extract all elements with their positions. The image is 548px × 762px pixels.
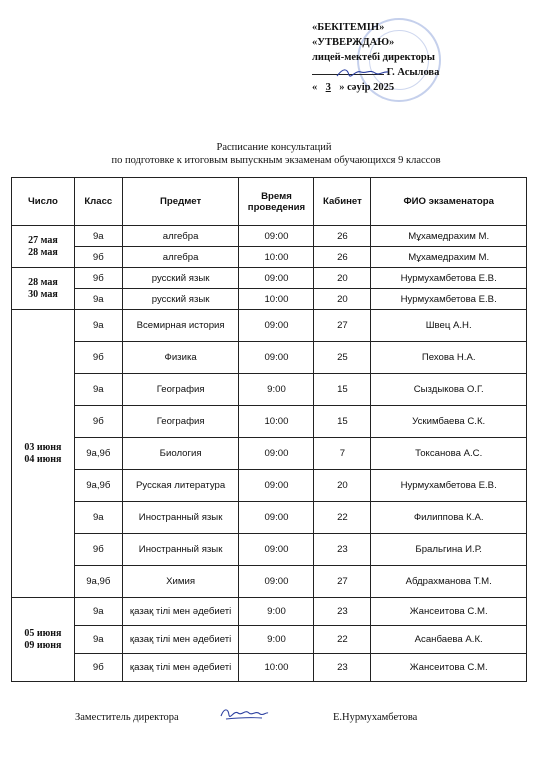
cell-room: 26 (314, 247, 371, 268)
header-room: Кабинет (314, 178, 371, 226)
cell-examiner: Сыздыкова О.Г. (371, 374, 527, 406)
cell-time: 10:00 (239, 289, 314, 310)
header-subject: Предмет (122, 178, 239, 226)
cell-subject: қазақ тілі мен әдебиеті (122, 654, 239, 682)
table-row (12, 342, 527, 374)
cell-examiner: Мұхамедрахим М. (371, 247, 527, 268)
cell-subject: қазақ тілі мен әдебиеті (122, 626, 239, 654)
title-line-1: Расписание консультаций (216, 142, 332, 153)
cell-subject: алгебра (122, 247, 239, 268)
date-label: 28 мая (28, 246, 58, 258)
consultation-schedule-table (11, 177, 527, 682)
cell-subject: География (122, 406, 239, 438)
director-name: Г. Асылова (386, 67, 440, 78)
cell-examiner: Жансеитова С.М. (371, 654, 527, 682)
cell-subject: русский язык (122, 268, 239, 289)
date-label: 03 июня (24, 441, 62, 453)
cell-time: 09:00 (239, 342, 314, 374)
cell-subject: Физика (122, 342, 239, 374)
cell-time: 09:00 (239, 268, 314, 289)
table-row (12, 534, 527, 566)
cell-time: 09:00 (239, 310, 314, 342)
table-row (12, 268, 527, 289)
date-label: 27 мая (28, 234, 58, 246)
cell-subject: русский язык (122, 289, 239, 310)
date-label: 28 мая (28, 276, 58, 288)
date-label: 09 июня (24, 639, 62, 651)
director-signature (335, 66, 390, 80)
cell-room: 23 (314, 654, 371, 682)
date-label: 05 июня (24, 627, 62, 639)
table-row (12, 289, 527, 310)
cell-room: 7 (314, 438, 371, 470)
cell-subject: Биология (122, 438, 239, 470)
cell-class: 9а (74, 289, 122, 310)
cell-class: 9а,9б (74, 470, 122, 502)
cell-examiner: Токсанова А.С. (371, 438, 527, 470)
approval-date-day: 3 (325, 82, 331, 93)
cell-examiner: Абдрахманова Т.М. (371, 566, 527, 598)
cell-subject: География (122, 374, 239, 406)
cell-class: 9б (74, 654, 122, 682)
cell-room: 20 (314, 289, 371, 310)
cell-examiner: Филиппова К.А. (371, 502, 527, 534)
cell-class: 9а,9б (74, 438, 122, 470)
title-line-2: по подготовке к итоговым выпускным экзаменам обучающихся 9 классов (111, 155, 441, 166)
cell-class: 9б (74, 406, 122, 438)
table-row (12, 310, 527, 342)
table-header-row (12, 178, 527, 226)
table-row (12, 502, 527, 534)
cell-room: 27 (314, 310, 371, 342)
cell-room: 15 (314, 406, 371, 438)
cell-class: 9б (74, 268, 122, 289)
cell-time: 9:00 (239, 626, 314, 654)
cell-room: 22 (314, 502, 371, 534)
deputy-signature (218, 704, 270, 724)
approval-block (312, 20, 532, 95)
cell-time: 9:00 (239, 598, 314, 626)
cell-class: 9а (74, 626, 122, 654)
cell-time: 09:00 (239, 502, 314, 534)
cell-time: 9:00 (239, 374, 314, 406)
cell-time: 10:00 (239, 247, 314, 268)
cell-examiner: Нурмухамбетова Е.В. (371, 289, 527, 310)
table-row (12, 654, 527, 682)
date-label: 04 июня (24, 453, 62, 465)
cell-room: 22 (314, 626, 371, 654)
cell-class: 9б (74, 342, 122, 374)
cell-examiner: Пехова Н.А. (371, 342, 527, 374)
table-row (12, 226, 527, 247)
cell-subject: Иностранный язык (122, 534, 239, 566)
header-examiner: ФИО экзаменатора (371, 178, 527, 226)
cell-class: 9а (74, 598, 122, 626)
cell-time: 09:00 (239, 438, 314, 470)
cell-time: 09:00 (239, 534, 314, 566)
header-time: Время проведения (239, 178, 314, 226)
cell-class: 9а (74, 374, 122, 406)
cell-time: 09:00 (239, 226, 314, 247)
table-row (12, 598, 527, 626)
cell-class: 9а (74, 502, 122, 534)
cell-examiner: Ускимбаева С.К. (371, 406, 527, 438)
table-row (12, 374, 527, 406)
document-title (0, 141, 548, 167)
table-row (12, 438, 527, 470)
cell-dates (12, 268, 75, 310)
cell-room: 27 (314, 566, 371, 598)
cell-examiner: Мұхамедрахим М. (371, 226, 527, 247)
cell-subject: алгебра (122, 226, 239, 247)
cell-room: 25 (314, 342, 371, 374)
table-row (12, 247, 527, 268)
cell-examiner: Нурмухамбетова Е.В. (371, 268, 527, 289)
table-row (12, 406, 527, 438)
cell-examiner: Нурмухамбетова Е.В. (371, 470, 527, 502)
cell-dates (12, 226, 75, 268)
cell-room: 20 (314, 268, 371, 289)
header-class: Класс (74, 178, 122, 226)
cell-room: 23 (314, 598, 371, 626)
cell-examiner: Швец А.Н. (371, 310, 527, 342)
cell-time: 09:00 (239, 566, 314, 598)
table-row (12, 566, 527, 598)
cell-class: 9а (74, 310, 122, 342)
cell-room: 20 (314, 470, 371, 502)
cell-examiner: Асанбаева А.К. (371, 626, 527, 654)
approval-line-2: «УТВЕРЖДАЮ» (312, 37, 395, 48)
cell-subject: Иностранный язык (122, 502, 239, 534)
approval-line-3: лицей-мектебі директоры (312, 52, 435, 63)
date-label: 30 мая (28, 288, 58, 300)
cell-room: 26 (314, 226, 371, 247)
approval-line-1: «БЕКІТЕМІН» (312, 22, 385, 33)
table-body (12, 226, 527, 682)
cell-subject: Русская литература (122, 470, 239, 502)
cell-class: 9а (74, 226, 122, 247)
cell-dates (12, 310, 75, 598)
cell-dates (12, 598, 75, 682)
cell-class: 9а,9б (74, 566, 122, 598)
cell-examiner: Бральгина И.Р. (371, 534, 527, 566)
header-date: Число (12, 178, 75, 226)
cell-time: 09:00 (239, 470, 314, 502)
cell-examiner: Жансеитова С.М. (371, 598, 527, 626)
approval-date: « 3 » сәуір 2025 (312, 82, 395, 93)
cell-room: 23 (314, 534, 371, 566)
cell-subject: Химия (122, 566, 239, 598)
table-row (12, 626, 527, 654)
cell-time: 10:00 (239, 406, 314, 438)
cell-class: 9б (74, 534, 122, 566)
footer-position: Заместитель директора (75, 712, 179, 723)
cell-class: 9б (74, 247, 122, 268)
cell-time: 10:00 (239, 654, 314, 682)
cell-subject: қазақ тілі мен әдебиеті (122, 598, 239, 626)
table-row (12, 470, 527, 502)
cell-subject: Всемирная история (122, 310, 239, 342)
footer-name: Е.Нурмухамбетова (333, 712, 418, 723)
cell-room: 15 (314, 374, 371, 406)
